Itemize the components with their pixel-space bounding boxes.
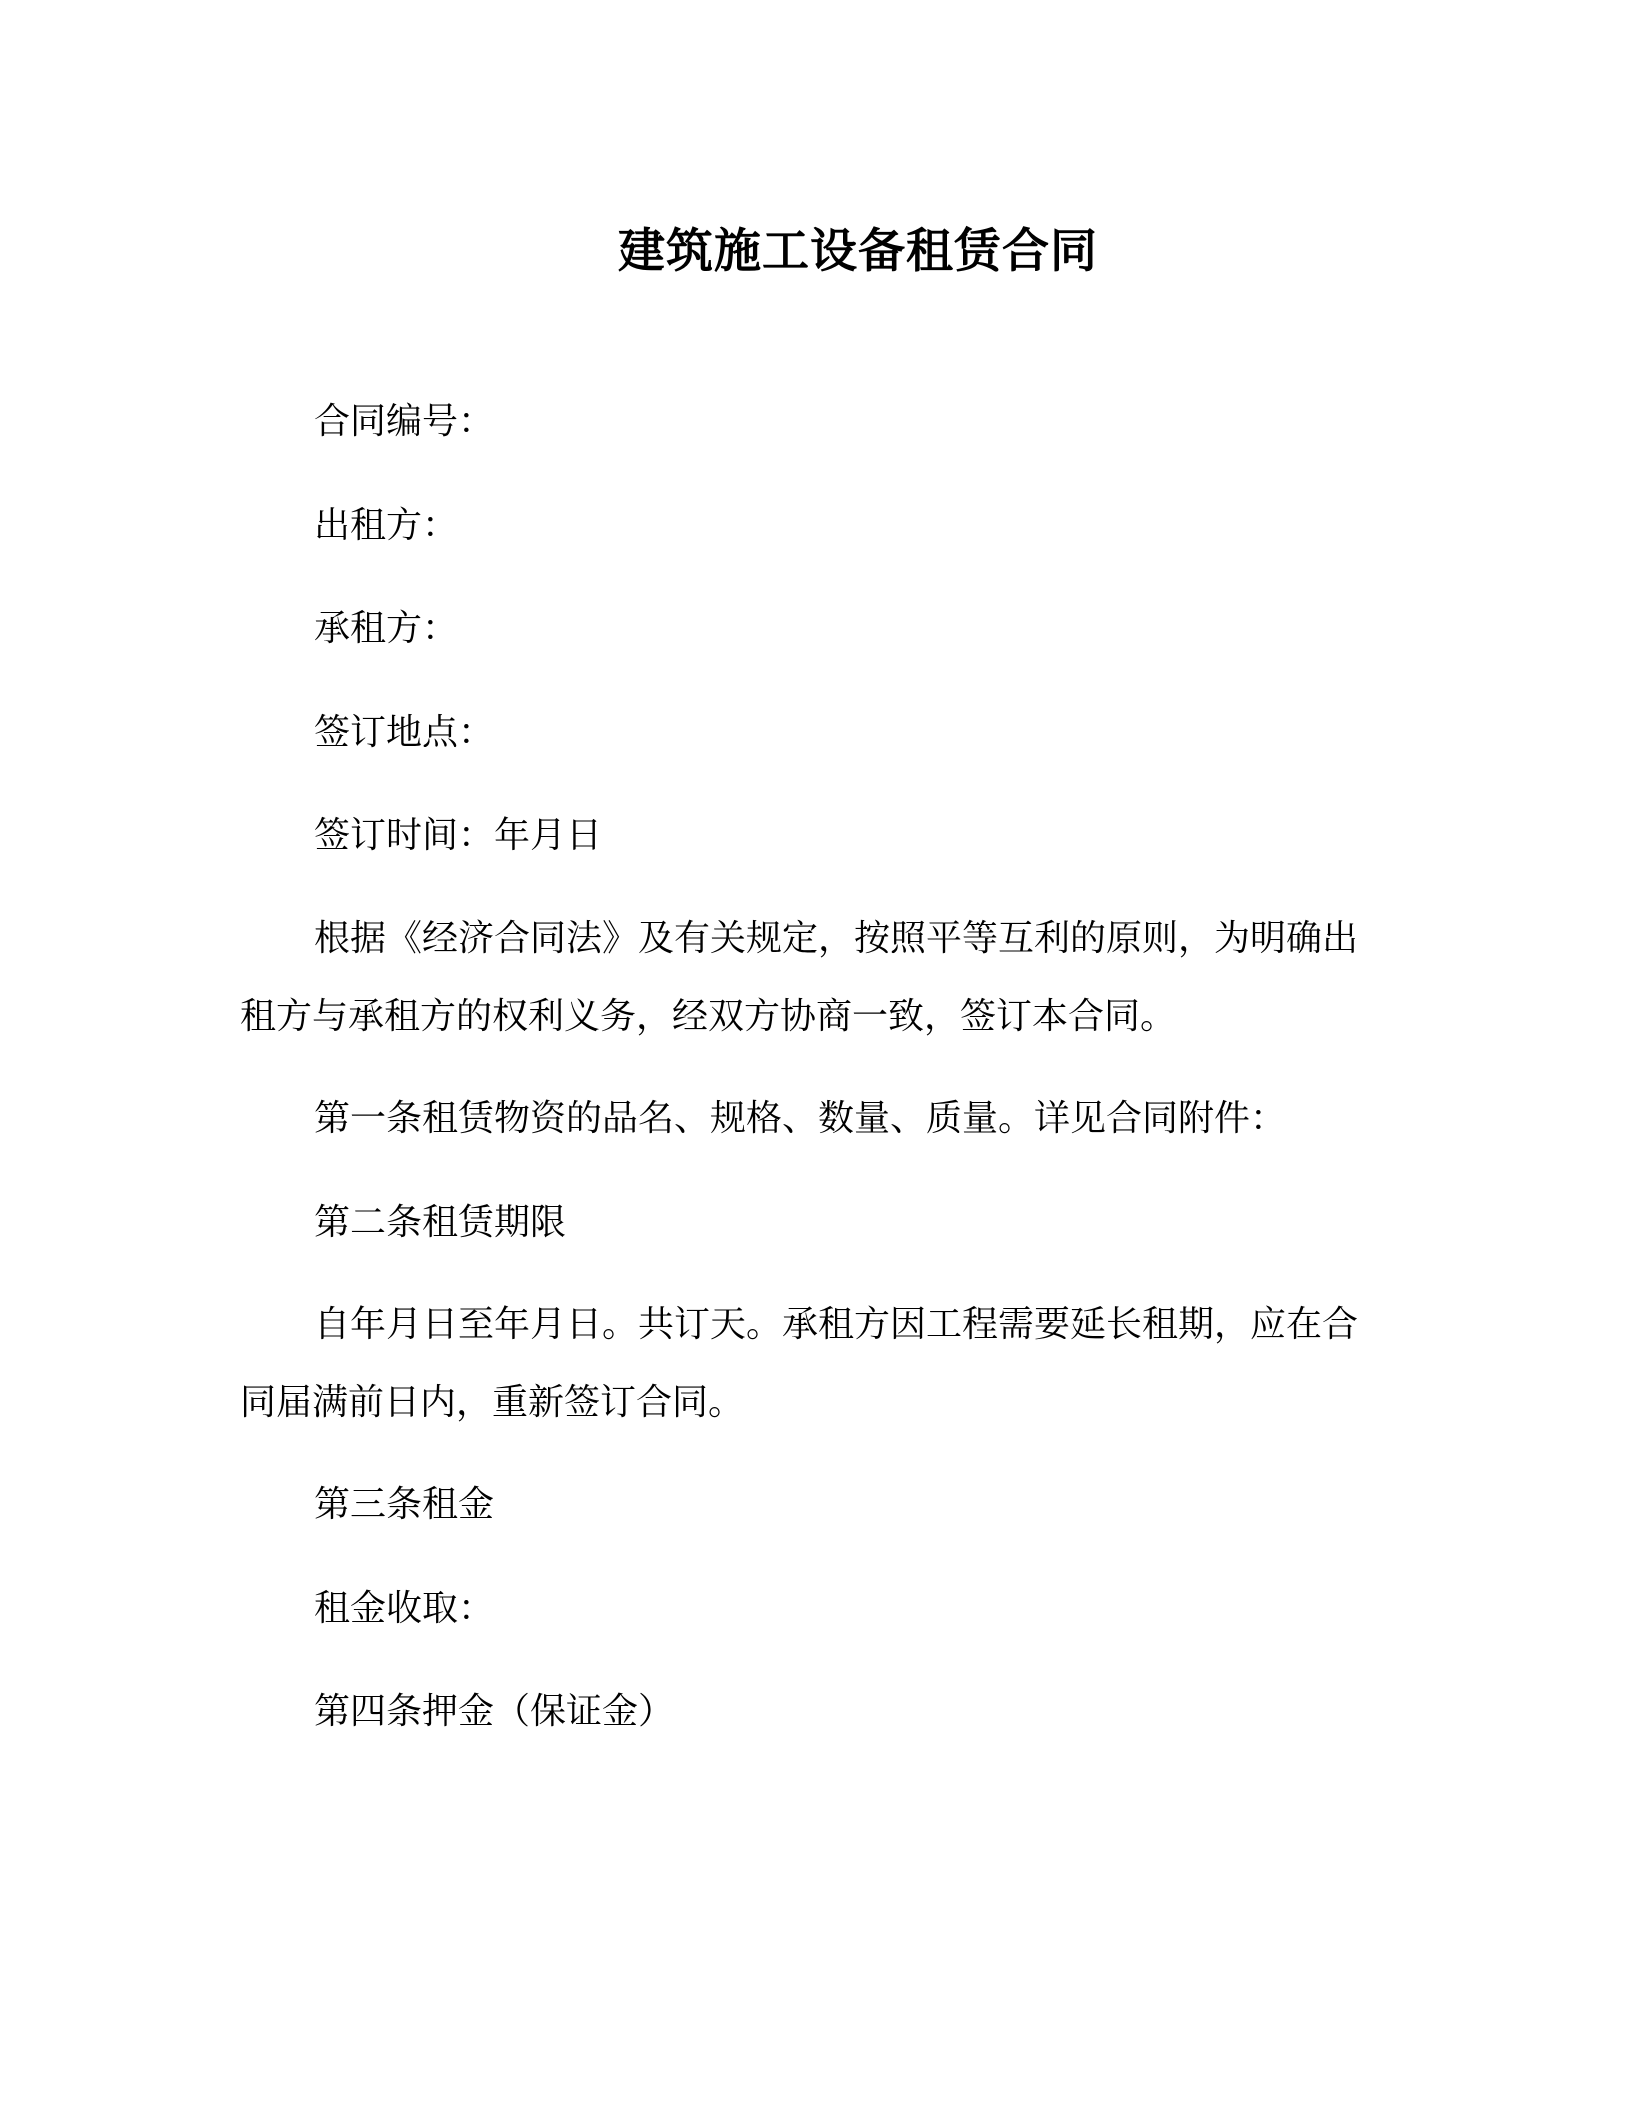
intro-paragraph: 根据《经济合同法》及有关规定，按照平等互利的原则，为明确出租方与承租方的权利义务，经双方协商一致，签订本合同。 (240, 918, 1359, 1037)
article-4-title: 第四条押金（保证金） (314, 1691, 675, 1732)
signing-time-field: 签订时间：年月日 (314, 815, 603, 856)
article-2-title: 第二条租赁期限 (314, 1202, 567, 1243)
rent-collection-field: 租金收取： (314, 1588, 495, 1629)
article-2-paragraph: 自年月日至年月日。共订天。承租方因工程需要延长租期，应在合同届满前日内，重新签订合同。 (240, 1304, 1359, 1423)
lessor-field: 出租方： (314, 505, 459, 546)
lessee-field: 承租方： (314, 608, 459, 649)
article-3-title: 第三条租金 (314, 1484, 495, 1525)
contract-number-field: 合同编号： (314, 401, 495, 442)
signing-place-field: 签订地点： (314, 712, 495, 753)
article-1: 第一条租赁物资的品名、规格、数量、质量。详见合同附件： (314, 1098, 1287, 1139)
document-title: 建筑施工设备租赁合同 (618, 224, 1098, 279)
